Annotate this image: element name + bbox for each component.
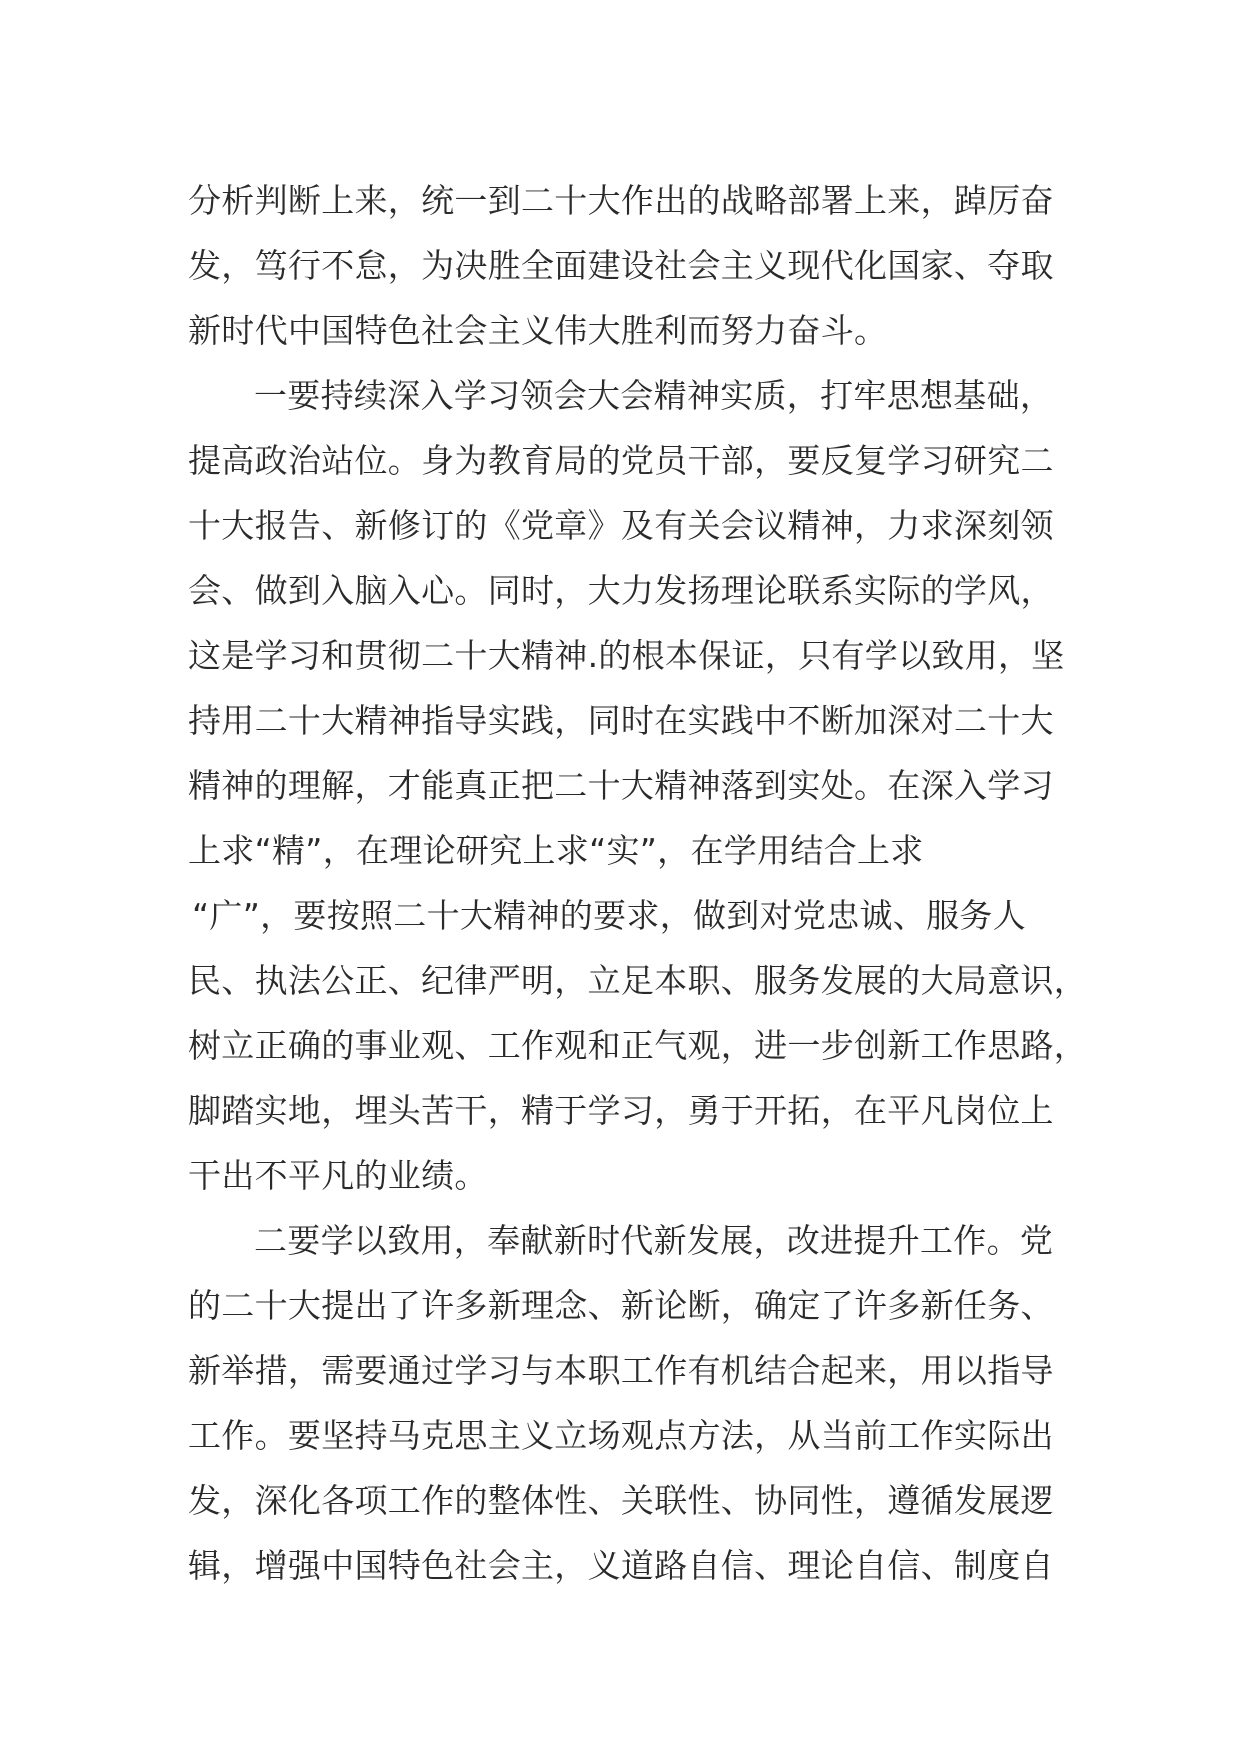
text-line-first: 一要持续深入学习领会大会精神实质，打牢思想基础， bbox=[254, 376, 1054, 415]
paragraph-intro bbox=[188, 168, 1068, 363]
paragraph-two bbox=[188, 1208, 1068, 1598]
text-line: 提高政治站位。身为教育局的党员干部，要反复学习研究二 bbox=[188, 441, 1054, 480]
text-line: 上求“精”，在理论研究上求“实”，在学用结合上求 bbox=[188, 831, 924, 870]
text-line: 会、做到入脑入心。同时，大力发扬理论联系实际的学风， bbox=[188, 571, 1054, 610]
text-line: 新举措，需要通过学习与本职工作有机结合起来，用以指导 bbox=[188, 1351, 1054, 1390]
text-line: 工作。要坚持马克思主义立场观点方法，从当前工作实际出 bbox=[188, 1416, 1054, 1455]
paragraph-one bbox=[188, 363, 1088, 1208]
text-line: 干出不平凡的业绩。 bbox=[188, 1156, 488, 1195]
text-line: 十大报告、新修订的《党章》及有关会议精神，力求深刻领 bbox=[188, 506, 1054, 545]
text-line: 脚踏实地，埋头苦干，精于学习，勇于开拓，在平凡岗位上 bbox=[188, 1091, 1054, 1130]
text-line: 持用二十大精神指导实践，同时在实践中不断加深对二十大 bbox=[188, 701, 1054, 740]
text-line: 发，笃行不怠，为决胜全面建设社会主义现代化国家、夺取 bbox=[188, 246, 1054, 285]
document-body bbox=[188, 168, 1088, 1598]
text-line: “广”，要按照二十大精神的要求，做到对党忠诚、服务人 bbox=[192, 896, 1026, 935]
text-line: 树立正确的事业观、工作观和正气观，进一步创新工作思路， bbox=[188, 1026, 1088, 1065]
text-line: 的二十大提出了许多新理念、新论断，确定了许多新任务、 bbox=[188, 1286, 1054, 1325]
text-line: 分析判断上来，统一到二十大作出的战略部署上来，踔厉奋 bbox=[188, 181, 1054, 220]
text-line: 辑，增强中国特色社会主，义道路自信、理论自信、制度自 bbox=[188, 1546, 1054, 1585]
text-line: 民、执法公正、纪律严明，立足本职、服务发展的大局意识， bbox=[188, 961, 1088, 1000]
text-line: 新时代中国特色社会主义伟大胜利而努力奋斗。 bbox=[188, 311, 888, 350]
text-line: 发，深化各项工作的整体性、关联性、协同性，遵循发展逻 bbox=[188, 1481, 1054, 1520]
text-line-first: 二要学以致用，奉献新时代新发展，改进提升工作。党 bbox=[254, 1221, 1054, 1260]
text-line: 精神的理解，才能真正把二十大精神落到实处。在深入学习 bbox=[188, 766, 1054, 805]
text-line: 这是学习和贯彻二十大精神.的根本保证，只有学以致用，坚 bbox=[188, 636, 1065, 675]
